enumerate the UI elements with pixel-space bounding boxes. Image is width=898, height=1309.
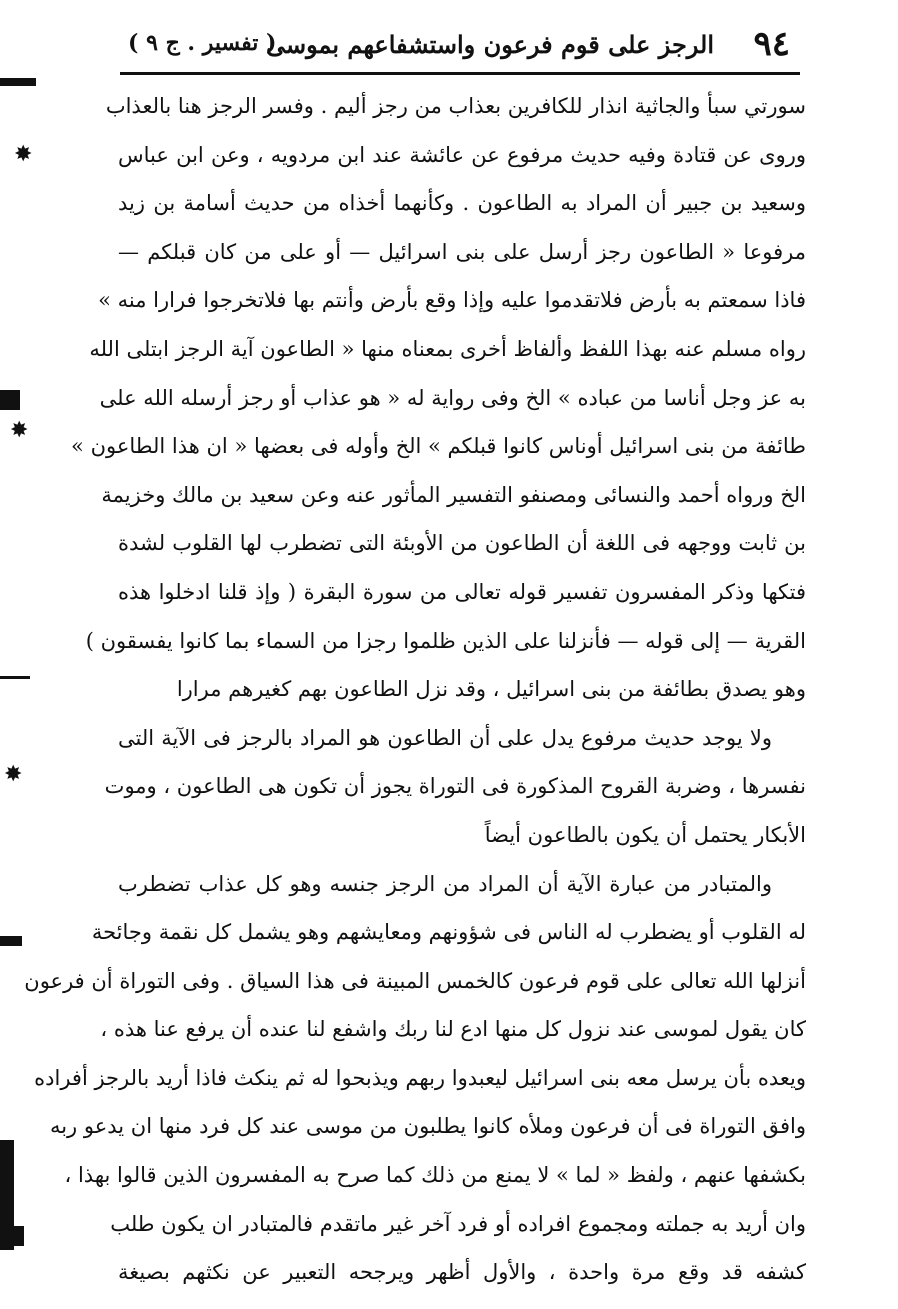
text-line: مرفوعا « الطاعون رجز أرسل على بنى اسرائيل — أو على من كان قبلكم — bbox=[118, 239, 806, 264]
text-line: بن ثابت ووجهه فى اللغة أن الطاعون من الأوبئة التى تضطرب لها القلوب لشدة bbox=[118, 531, 806, 556]
text-line: وهو يصدق بطائفة من بنى اسرائيل ، وقد نزل الطاعون بهم كغيرهم مرارا bbox=[176, 677, 806, 702]
text-line: سورتي سبأ والجاثية انذار للكافرين بعذاب من رجز أليم . وفسر الرجز هنا بالعذاب bbox=[105, 94, 806, 118]
text-line: طائفة من بنى اسرائيل أوناس كانوا قبلكم » الخ وأوله فى بعضها « ان هذا الطاعون » bbox=[71, 434, 806, 459]
text-line: فتكها وذكر المفسرون تفسير قوله تعالى من سورة البقرة ( وإذ قلنا ادخلوا هذه bbox=[118, 579, 806, 604]
margin-mark bbox=[0, 390, 20, 410]
page-number: ٩٤ bbox=[753, 24, 790, 64]
text-line: ويعده بأن يرسل معه بنى اسرائيل ليعبدوا ربهم ويذبحوا له ثم ينكث فاذا أريد بالرجز أفراده bbox=[34, 1065, 806, 1090]
text-line: بكشفها عنهم ، ولفظ « لما » لا يمنع من ذلك كما صرح به المفسرون الذين قالوا بهذا ، bbox=[64, 1163, 806, 1188]
text-line: له القلوب أو يضطرب له الناس فى شؤونهم ومعايشهم وهو يشمل كل نقمة وجائحة bbox=[91, 920, 806, 945]
ornament-icon: ✸ bbox=[4, 762, 23, 787]
text-line: الخ ورواه أحمد والنسائى ومصنفو التفسير المأثور عنه وعن سعيد بن مالك وخزيمة bbox=[101, 482, 806, 507]
text-line: والمتبادر من عبارة الآية أن المراد من الرجز جنسه وهو كل عذاب تضطرب bbox=[118, 871, 772, 896]
running-title: الرجز على قوم فرعون واستشفاعهم بموسى bbox=[265, 30, 714, 59]
text-line: نفسرها ، وضربة القروح المذكورة فى التوراة يجوز أن تكون هى الطاعون ، وموت bbox=[104, 774, 806, 799]
text-line: وان أريد به جملته ومجموع افراده أو فرد آخر غير ماتقدم فالمتبادر ان يكون طلب bbox=[110, 1211, 806, 1236]
ornament-icon: ✸ bbox=[10, 418, 29, 443]
margin-mark bbox=[0, 676, 30, 679]
text-line: ولا يوجد حديث مرفوع يدل على أن الطاعون هو المراد بالرجز فى الآية التى bbox=[118, 725, 772, 750]
text-line: وروى عن قتادة وفيه حديث مرفوع عن عائشة عند ابن مردويه ، وعن ابن عباس bbox=[118, 142, 806, 167]
margin-mark bbox=[0, 78, 36, 86]
text-line: رواه مسلم عنه بهذا اللفظ وألفاظ أخرى بمعناه منها « الطاعون آية الرجز ابتلى الله bbox=[89, 336, 806, 361]
page-header bbox=[120, 18, 800, 72]
header-rule bbox=[120, 72, 800, 75]
ornament-icon: ✸ bbox=[14, 142, 33, 167]
margin-mark bbox=[0, 1226, 24, 1246]
text-line: فاذا سمعتم به بأرض فلاتقدموا عليه وإذا وقع بأرض وأنتم بها فلاتخرجوا فرارا منه » bbox=[98, 288, 806, 313]
text-line: به عز وجل أناسا من عباده » الخ وفى رواية له « هو عذاب أو رجز أرسله الله على bbox=[99, 385, 806, 410]
body-text bbox=[24, 82, 806, 1297]
book-reference: ( تفسير . ج ٩ ) bbox=[128, 30, 277, 56]
text-line: كان يقول لموسى عند نزول كل منها ادع لنا ربك واشفع لنا عنده أن يرفع عنا هذه ، bbox=[100, 1017, 806, 1042]
text-line: القرية — إلى قوله — فأنزلنا على الذين ظلموا رجزا من السماء بما كانوا يفسقون ) bbox=[85, 628, 806, 653]
text-line: أنزلها الله تعالى على قوم فرعون كالخمس المبينة فى هذا السياق . وفى التوراة أن فرعون bbox=[24, 968, 806, 993]
text-line: الأبكار يحتمل أن يكون بالطاعون أيضاً bbox=[484, 822, 806, 847]
margin-mark bbox=[0, 936, 22, 946]
text-line: كشفه قد وقع مرة واحدة ، والأول أظهر ويرجحه التعبير عن نكثهم بصيغة bbox=[118, 1260, 806, 1285]
text-line: وافق التوراة فى أن فرعون وملأه كانوا يطلبون من موسى عند كل فرد منها ان يدعو ربه bbox=[49, 1114, 806, 1139]
text-line: وسعيد بن جبير أن المراد به الطاعون . وكأنهما أخذاه من حديث أسامة بن زيد bbox=[118, 191, 806, 216]
